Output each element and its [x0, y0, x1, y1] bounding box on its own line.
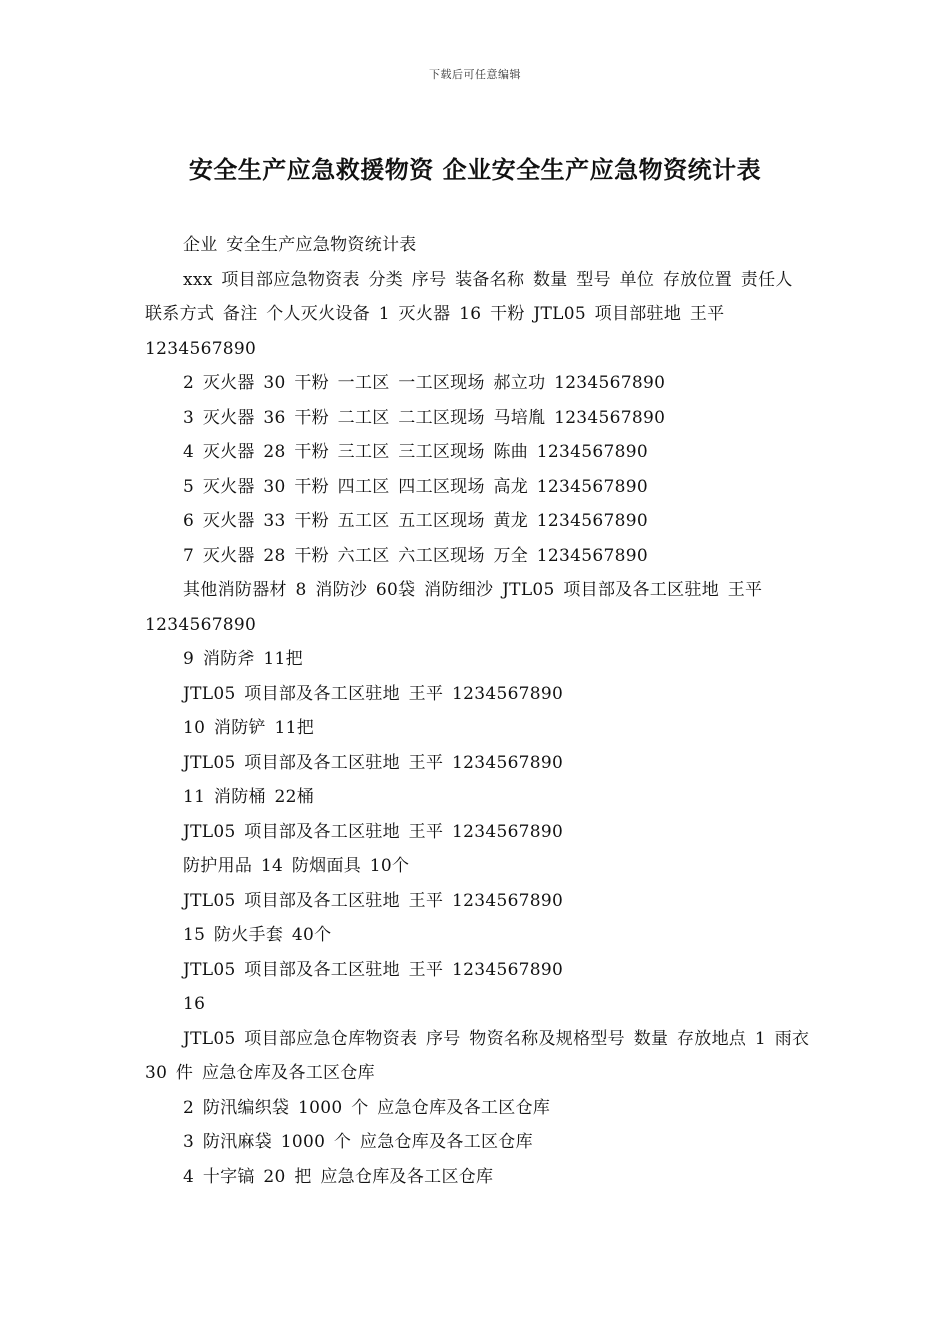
paragraph: 5 灭火器 30 干粉 四工区 四工区现场 高龙 1234567890: [183, 476, 648, 497]
paragraph: 其他消防器材 8 消防沙 60袋 消防细沙 JTL05 项目部及各工区驻地 王平 1234567890: [145, 580, 763, 635]
paragraph: JTL05 项目部及各工区驻地 王平 1234567890: [183, 752, 564, 773]
paragraph: 9 消防斧 11把: [183, 649, 303, 669]
paragraph: 企业 安全生产应急物资统计表: [183, 235, 417, 255]
paragraph: xxx 项目部应急物资表 分类 序号 装备名称 数量 型号 单位 存放位置 责任人 联系方式 备注 个人灭火设备 1 灭火器 16 干粉 JTL05 项目部驻地 王平 1234567890: [145, 269, 793, 359]
paragraph: 4 灭火器 28 干粉 三工区 三工区现场 陈曲 1234567890: [183, 442, 648, 462]
paragraph: 15 防火手套 40个: [183, 925, 332, 945]
paragraph: 2 防汛编织袋 1000 个 应急仓库及各工区仓库: [183, 1097, 551, 1118]
paragraph: 防护用品 14 防烟面具 10个: [183, 856, 410, 876]
paragraph: 4 十字镐 20 把 应急仓库及各工区仓库: [183, 1166, 494, 1187]
document-title: 安全生产应急救援物资 企业安全生产应急物资统计表: [188, 156, 762, 184]
header-note: 下载后可任意编辑: [429, 68, 521, 81]
paragraph: 6 灭火器 33 干粉 五工区 五工区现场 黄龙 1234567890: [183, 511, 648, 531]
paragraph: 10 消防铲 11把: [183, 718, 315, 738]
document-body: [145, 228, 810, 1194]
paragraph: 3 灭火器 36 干粉 二工区 二工区现场 马培胤 1234567890: [183, 407, 666, 428]
paragraph: JTL05 项目部及各工区驻地 王平 1234567890: [183, 890, 564, 911]
paragraph: JTL05 项目部及各工区驻地 王平 1234567890: [183, 959, 564, 980]
paragraph: JTL05 项目部应急仓库物资表 序号 物资名称及规格型号 数量 存放地点 1 雨衣 30 件 应急仓库及各工区仓库: [145, 1028, 810, 1083]
paragraph: 16: [183, 994, 206, 1014]
paragraph: JTL05 项目部及各工区驻地 王平 1234567890: [183, 821, 564, 842]
paragraph: JTL05 项目部及各工区驻地 王平 1234567890: [183, 683, 564, 704]
paragraph: 2 灭火器 30 干粉 一工区 一工区现场 郝立功 1234567890: [183, 373, 666, 393]
paragraph: 7 灭火器 28 干粉 六工区 六工区现场 万全 1234567890: [183, 545, 648, 566]
paragraph: 11 消防桶 22桶: [183, 787, 315, 807]
paragraph: 3 防汛麻袋 1000 个 应急仓库及各工区仓库: [183, 1132, 533, 1152]
